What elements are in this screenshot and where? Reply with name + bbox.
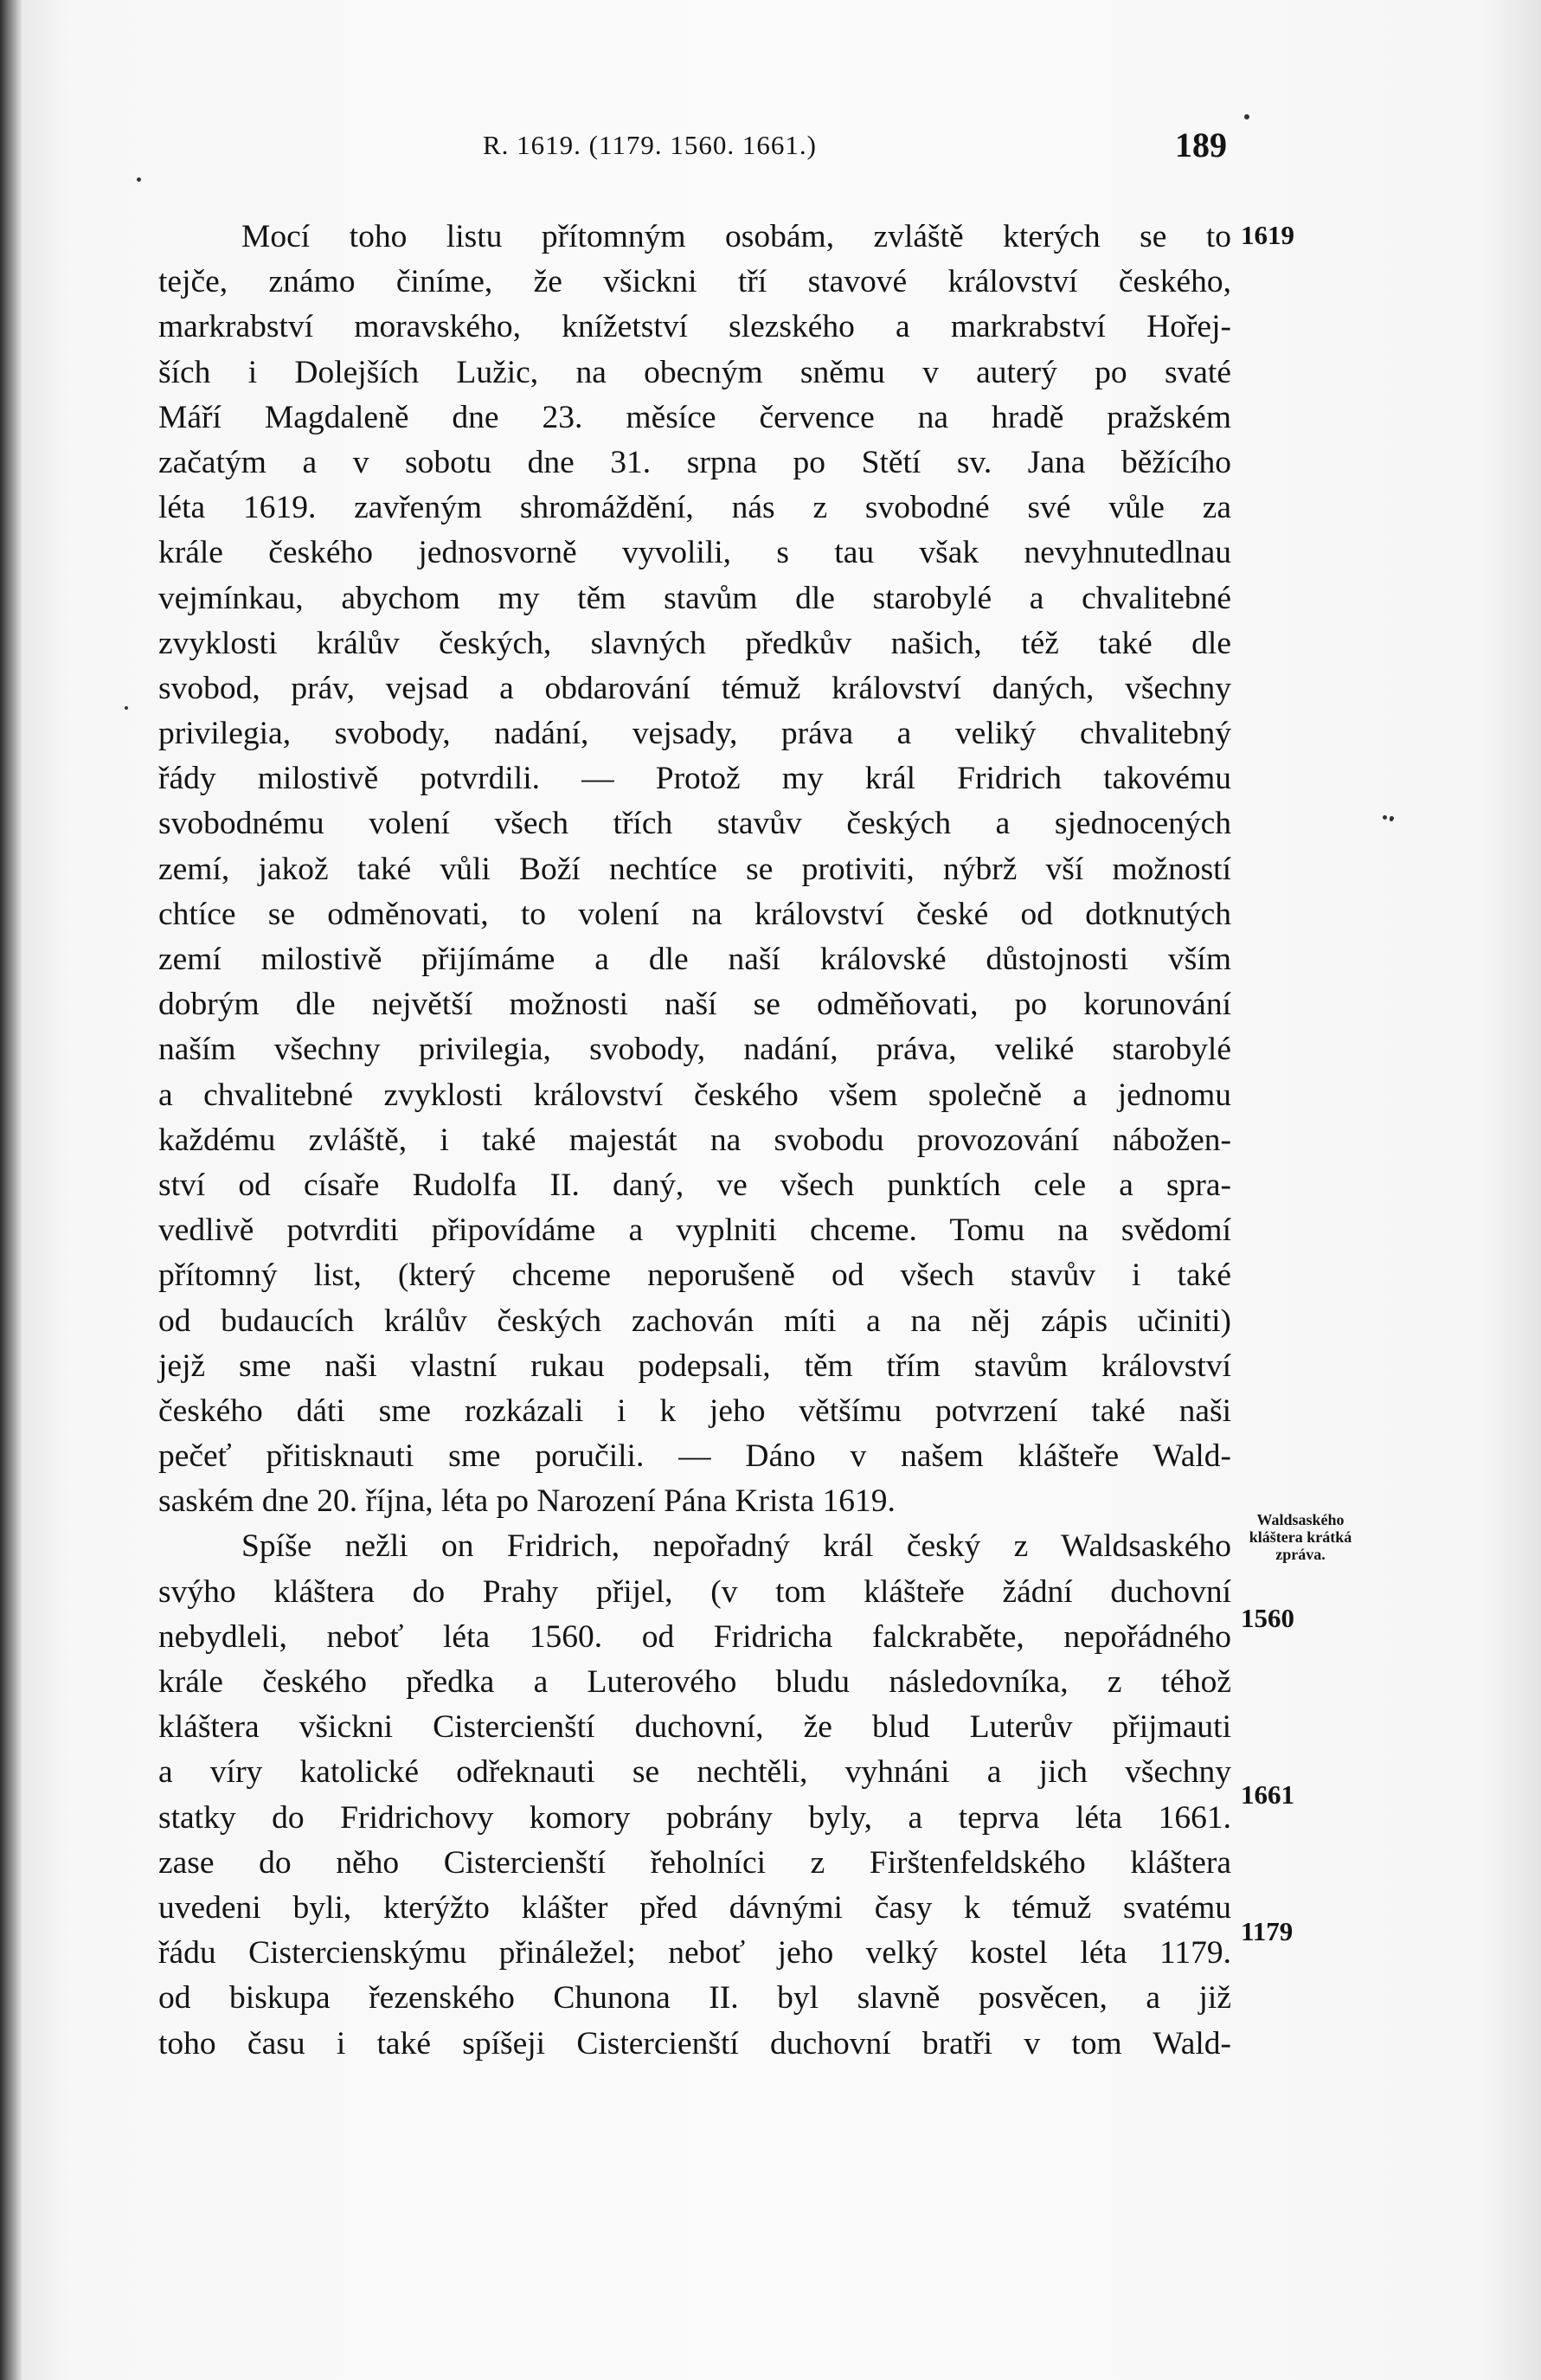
text-line: každému zvláště, i také majestát na svobodu provozování nábožen-	[158, 1122, 1231, 1158]
text-line: a chvalitebné zvyklosti království českého všem společně a jednomu	[158, 1077, 1231, 1113]
text-line: řády milostivě potvrdili. — Protož my král Fridrich takovému	[158, 761, 1231, 797]
page-number: 189	[1175, 125, 1227, 164]
text-line: pečeť přitisknauti sme poručili. — Dáno v našem klášteře Wald-	[158, 1438, 1231, 1475]
text-line: zvyklosti králův českých, slavných předkův našich, též také dle	[158, 625, 1231, 661]
text-line: ství od císaře Rudolfa II. daný, ve všech punktích cele a spra-	[158, 1167, 1231, 1203]
margin-note-waldsassen: Waldsaského kláštera krátká zpráva.	[1249, 1511, 1352, 1563]
text-line: jejž sme naši vlastní rukau podepsali, těm třím stavům království	[158, 1348, 1231, 1384]
text-line: markrabství moravského, knížetství slezského a markrabství Hořej-	[158, 309, 1231, 345]
text-line: svobodnému volení všech třích stavův českých a sjednocených	[158, 806, 1231, 842]
text-line: krále českého jednosvorně vyvolili, s tau však nevyhnutedlnau	[158, 535, 1231, 571]
text-line: zemí, jakož také vůli Boží nechtíce se protiviti, nýbrž vší možností	[158, 851, 1231, 887]
text-line: od budaucích králův českých zachován míti a na něj zápis učiniti)	[158, 1303, 1231, 1339]
text-line: zemí milostivě přijímáme a dle naší královské důstojnosti vším	[158, 942, 1231, 977]
text-line: Spíše nežli on Fridrich, nepořadný král český z Waldsaského	[241, 1528, 1231, 1565]
margin-year-1661: 1661	[1241, 1779, 1294, 1810]
text-line: naším všechny privilegia, svobody, nadání, práva, veliké starobylé	[158, 1032, 1231, 1068]
print-speck	[1244, 114, 1249, 119]
margin-year-1560: 1560	[1241, 1603, 1294, 1633]
text-line: krále českého předka a Luterového bludu následovníka, z téhož	[158, 1664, 1231, 1700]
text-line: začatým a v sobotu dne 31. srpna po Stětí sv. Jana běžícího	[158, 444, 1231, 480]
text-line: dobrým dle největší možnosti naší se odměňovati, po korunování	[158, 987, 1231, 1023]
margin-year-1619: 1619	[1241, 220, 1294, 250]
text-line: řádu Cistercienskýmu přináležel; neboť jeho velký kostel léta 1179.	[158, 1935, 1231, 1972]
text-line: saském dne 20. října, léta po Narození Pána Krista 1619.	[158, 1483, 896, 1520]
text-line: nebydleli, neboť léta 1560. od Fridricha falckraběte, nepořádného	[158, 1618, 1231, 1655]
margin-year-1179: 1179	[1241, 1916, 1294, 1946]
text-line: od biskupa řezenského Chunona II. byl slavně posvěcen, a již	[158, 1980, 1231, 2017]
print-speck	[125, 706, 128, 710]
running-head: R. 1619. (1179. 1560. 1661.)	[483, 130, 817, 160]
text-line: svýho kláštera do Prahy přijel, (v tom klášteře žádní duchovní	[158, 1573, 1231, 1610]
text-line: svobod, práv, vejsad a obdarování témuž království daných, všechny	[158, 670, 1231, 706]
print-speck	[1383, 815, 1387, 820]
text-line: Mocí toho listu přítomným osobám, zvláště kterých se to	[241, 219, 1231, 254]
text-line: kláštera všicknі Cistercienští duchovní, že blud Luterův přijmauti	[158, 1709, 1231, 1746]
text-line: tejče, známo činíme, že všickni tří stavové království českého,	[158, 264, 1231, 300]
text-line: ších i Dolejších Lužic, na obecným sněmu v auterý po svaté	[158, 354, 1231, 390]
print-speck	[137, 177, 141, 182]
text-line: přítomný list, (který chceme neporušeně od všech stavův i také	[158, 1258, 1231, 1294]
text-line: uvedeni byli, kterýžto klášter před dávnými časy k témuž svatému	[158, 1889, 1231, 1926]
text-line: privilegia, svobody, nadání, vejsady, práva a veliký chvalitebný	[158, 716, 1231, 752]
text-line: chtíce se odměnovati, to volení na království české od dotknutých	[158, 896, 1231, 932]
text-line: toho času i také spíšeji Cistercienští duchovní bratři v tom Wald-	[158, 2025, 1231, 2062]
text-line: a víry katolické odřeknauti se nechtěli, vyhnáni a jich všechny	[158, 1754, 1231, 1791]
text-line: Máří Magdaleně dne 23. měsíce července na hradě pražském	[158, 399, 1231, 435]
text-line: vedlivě potvrditi připovídáme a vyplniti chceme. Tomu na svědomí	[158, 1213, 1231, 1249]
body-text	[158, 215, 1231, 2067]
print-speck	[1390, 818, 1393, 821]
text-line: vejmínkau, abychom my těm stavům dle starobylé a chvalitebné	[158, 580, 1231, 616]
text-line: léta 1619. zavřeným shromáždění, nás z svobodné své vůle za	[158, 490, 1231, 526]
text-line: českého dáti sme rozkázali i k jeho většímu potvrzení také naši	[158, 1393, 1231, 1429]
text-line: zase do něho Cistercienští řeholníci z Firštenfeldského kláštera	[158, 1844, 1231, 1881]
text-line: statky do Fridrichovy komory pobrány byly, a teprva léta 1661.	[158, 1799, 1231, 1836]
page-header	[483, 125, 1227, 173]
